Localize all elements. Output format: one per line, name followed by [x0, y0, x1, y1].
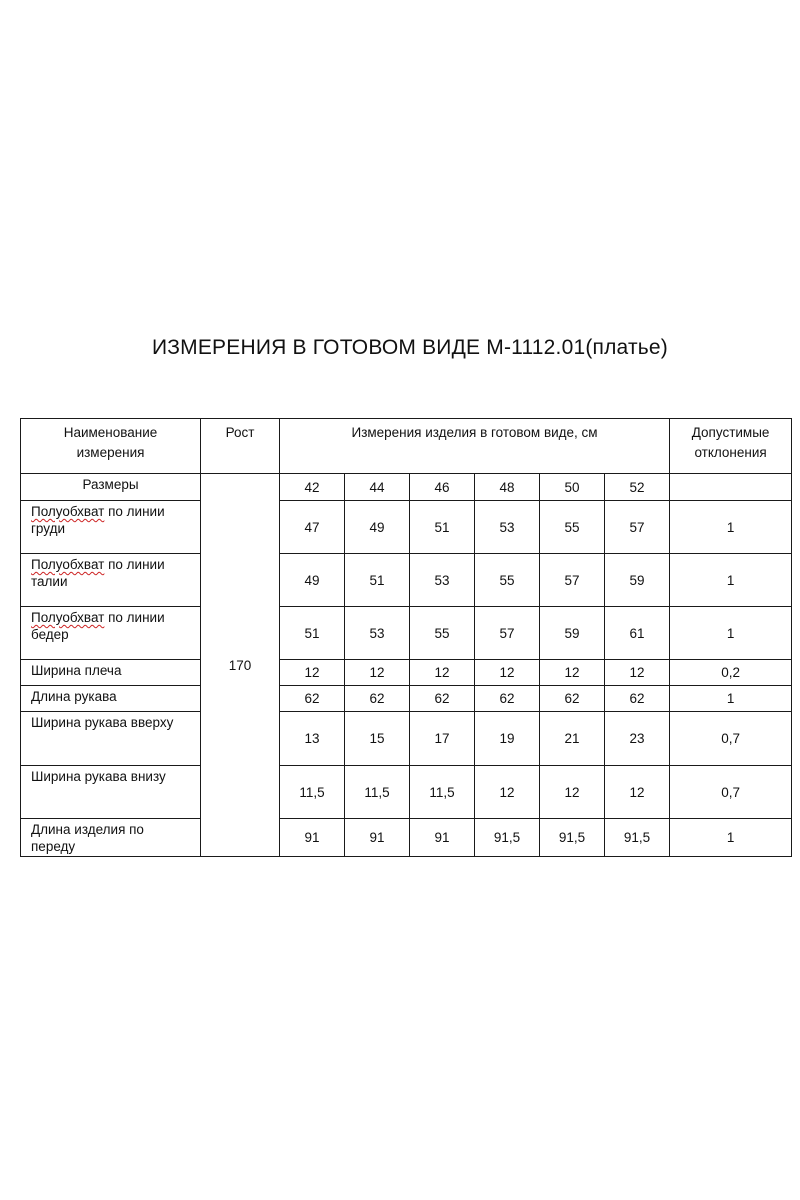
- table-row: [21, 660, 792, 686]
- value-cell: 59: [540, 607, 605, 660]
- measurements-table: [20, 418, 792, 857]
- header-measurement-name: [21, 419, 201, 474]
- value-cell: 59: [605, 554, 670, 607]
- row-name-front-length-line2: переду: [31, 839, 76, 854]
- row-name-waist-line2: талии: [31, 574, 68, 589]
- header-tolerance: [670, 419, 792, 474]
- row-name-front-length-line1: Длина изделия по: [31, 822, 144, 837]
- size-cell: 48: [475, 474, 540, 501]
- size-cell: 42: [280, 474, 345, 501]
- size-cell: 50: [540, 474, 605, 501]
- header-tolerance-line2: отклонения: [694, 445, 767, 460]
- value-cell: 62: [280, 686, 345, 712]
- row-name-hips-word: Полуобхват: [31, 610, 105, 625]
- row-name-sleeve-width-top: Ширина рукава вверху: [21, 712, 201, 766]
- row-name-chest-rest: по линии: [104, 504, 165, 519]
- tolerance-cell: 0,2: [670, 660, 792, 686]
- value-cell: 91,5: [475, 819, 540, 857]
- value-cell: 62: [540, 686, 605, 712]
- value-cell: 12: [605, 766, 670, 819]
- value-cell: 91: [410, 819, 475, 857]
- value-cell: 23: [605, 712, 670, 766]
- row-name-hips: [21, 607, 201, 660]
- value-cell: 11,5: [345, 766, 410, 819]
- value-cell: 55: [540, 501, 605, 554]
- table-row: [21, 686, 792, 712]
- row-name-hips-line2: бедер: [31, 627, 69, 642]
- value-cell: 91: [280, 819, 345, 857]
- value-cell: 53: [345, 607, 410, 660]
- value-cell: 49: [345, 501, 410, 554]
- height-value: 170: [201, 474, 280, 857]
- row-name-chest-line2: груди: [31, 521, 66, 536]
- header-tolerance-line1: Допустимые: [691, 425, 770, 440]
- value-cell: 19: [475, 712, 540, 766]
- value-cell: 12: [475, 660, 540, 686]
- table-row: [21, 819, 792, 857]
- value-cell: 51: [280, 607, 345, 660]
- tolerance-cell: 0,7: [670, 712, 792, 766]
- value-cell: 62: [410, 686, 475, 712]
- tolerance-cell: 1: [670, 554, 792, 607]
- row-name-front-length: [21, 819, 201, 857]
- size-cell: 52: [605, 474, 670, 501]
- value-cell: 57: [540, 554, 605, 607]
- value-cell: 57: [475, 607, 540, 660]
- value-cell: 47: [280, 501, 345, 554]
- table-row: [21, 712, 792, 766]
- value-cell: 15: [345, 712, 410, 766]
- row-name-chest-word: Полуобхват: [31, 504, 105, 519]
- value-cell: 51: [410, 501, 475, 554]
- header-measurements: Измерения изделия в готовом виде, см: [280, 419, 670, 474]
- value-cell: 53: [410, 554, 475, 607]
- value-cell: 12: [540, 660, 605, 686]
- value-cell: 55: [410, 607, 475, 660]
- value-cell: 11,5: [410, 766, 475, 819]
- sizes-label: Размеры: [21, 474, 201, 501]
- value-cell: 12: [540, 766, 605, 819]
- row-name-chest: [21, 501, 201, 554]
- value-cell: 12: [280, 660, 345, 686]
- value-cell: 12: [475, 766, 540, 819]
- value-cell: 11,5: [280, 766, 345, 819]
- sizes-row: [21, 474, 792, 501]
- table-header-row: [21, 419, 792, 474]
- value-cell: 62: [345, 686, 410, 712]
- value-cell: 91,5: [605, 819, 670, 857]
- size-cell: 46: [410, 474, 475, 501]
- tolerance-cell-empty: [670, 474, 792, 501]
- row-name-shoulder: Ширина плеча: [21, 660, 201, 686]
- value-cell: 12: [605, 660, 670, 686]
- value-cell: 49: [280, 554, 345, 607]
- tolerance-cell: 1: [670, 501, 792, 554]
- table-row: [21, 554, 792, 607]
- tolerance-cell: 1: [670, 819, 792, 857]
- value-cell: 13: [280, 712, 345, 766]
- value-cell: 53: [475, 501, 540, 554]
- value-cell: 21: [540, 712, 605, 766]
- header-name-line1: Наименование: [63, 425, 158, 440]
- value-cell: 12: [345, 660, 410, 686]
- value-cell: 51: [345, 554, 410, 607]
- header-height: Рост: [201, 419, 280, 474]
- table-row: [21, 501, 792, 554]
- row-name-waist-word: Полуобхват: [31, 557, 105, 572]
- row-name-sleeve-width-bottom: Ширина рукава внизу: [21, 766, 201, 819]
- value-cell: 12: [410, 660, 475, 686]
- table-row: [21, 766, 792, 819]
- row-name-waist-rest: по линии: [104, 557, 165, 572]
- document-title: ИЗМЕРЕНИЯ В ГОТОВОМ ВИДЕ М-1112.01(платье): [151, 336, 669, 359]
- value-cell: 62: [475, 686, 540, 712]
- value-cell: 91: [345, 819, 410, 857]
- row-name-waist: [21, 554, 201, 607]
- table-row: [21, 607, 792, 660]
- tolerance-cell: 1: [670, 607, 792, 660]
- value-cell: 55: [475, 554, 540, 607]
- value-cell: 61: [605, 607, 670, 660]
- row-name-sleeve-length: Длина рукава: [21, 686, 201, 712]
- tolerance-cell: 1: [670, 686, 792, 712]
- value-cell: 91,5: [540, 819, 605, 857]
- tolerance-cell: 0,7: [670, 766, 792, 819]
- header-name-line2: измерения: [76, 445, 145, 460]
- value-cell: 62: [605, 686, 670, 712]
- value-cell: 17: [410, 712, 475, 766]
- row-name-hips-rest: по линии: [104, 610, 165, 625]
- value-cell: 57: [605, 501, 670, 554]
- size-cell: 44: [345, 474, 410, 501]
